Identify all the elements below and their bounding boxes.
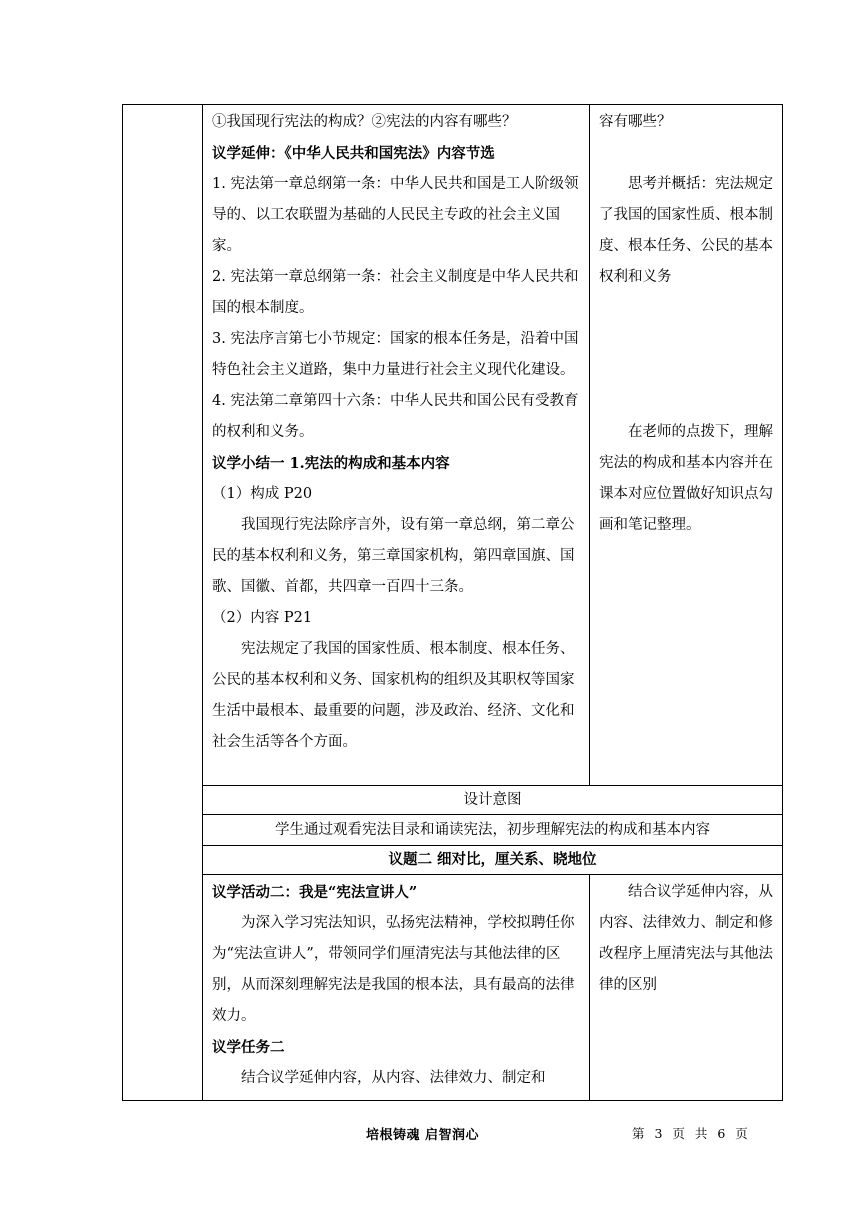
composition-text: 我国现行宪法除序言外，设有第一章总纲，第二章公民的基本权利和义务，第三章国家机构，第四章国旗、国歌、国徽、首都，共四章一百四十三条。 <box>212 517 575 595</box>
left-blank-column <box>123 105 203 1101</box>
design-intent-header: 设计意图 <box>203 786 783 815</box>
topic2-header-row <box>123 846 783 875</box>
design-intent-header-row <box>123 786 783 815</box>
upper-content-row <box>123 105 783 786</box>
topic2-content-row <box>123 875 783 1101</box>
extension-item-2: 2. 宪法第一章总纲第一条：社会主义制度是中华人民共和国的根本制度。 <box>212 269 579 316</box>
extension-title: 议学延伸：《中华人民共和国宪法》内容节选 <box>212 145 495 162</box>
topic2-side-text: 结合议学延伸内容，从内容、法律效力、制定和修改程序上厘清宪法与其他法律的区别 <box>599 884 773 993</box>
activity-text: 为深入学习宪法知识，弘扬宪法精神，学校拟聘任你为“宪法宣讲人”，带领同学们厘清宪法与其他法律的区别，从而深刻理解宪法是我国的根本法，具有最高的法律效力。 <box>212 915 575 1024</box>
footer-motto: 培根铸魂 启智润心 <box>366 1128 480 1143</box>
task-text: 结合议学延伸内容，从内容、法律效力、制定和 <box>241 1070 546 1086</box>
upper-main-cell <box>203 105 590 786</box>
side-paragraph-2: 在老师的点拨下，理解宪法的构成和基本内容并在课本对应位置做好知识点勾画和笔记整理。 <box>599 424 773 533</box>
side-line-1: 容有哪些？ <box>599 114 672 130</box>
composition-label: （1）构成 P20 <box>212 486 313 502</box>
page-number: 第 3 页 共 6 页 <box>632 1126 751 1141</box>
question-line: ①我国现行宪法的构成？②宪法的内容有哪些？ <box>212 114 517 130</box>
upper-side-cell <box>590 105 783 786</box>
topic2-side-cell <box>590 875 783 1101</box>
design-intent-text-row <box>123 815 783 846</box>
content-label: （2）内容 P21 <box>212 610 313 626</box>
design-intent-text: 学生通过观看宪法目录和诵读宪法，初步理解宪法的构成和基本内容 <box>203 815 783 846</box>
summary-title: 议学小结一 1.宪法的构成和基本内容 <box>212 455 450 472</box>
task-title: 议学任务二 <box>212 1039 285 1056</box>
topic2-header: 议题二 细对比，厘关系、晓地位 <box>203 846 783 875</box>
extension-item-1: 1. 宪法第一章总纲第一条：中华人民共和国是工人阶级领导的、以工农联盟为基础的人民民主专政的社会主义国家。 <box>212 176 579 254</box>
extension-item-4: 4. 宪法第二章第四十六条：中华人民共和国公民有受教育的权利和义务。 <box>212 393 579 440</box>
extension-item-3: 3. 宪法序言第七小节规定：国家的根本任务是，沿着中国特色社会主义道路，集中力量进行社会主义现代化建设。 <box>212 331 579 378</box>
lesson-plan-table <box>122 104 783 1101</box>
topic2-main-cell <box>203 875 590 1101</box>
content-text: 宪法规定了我国的国家性质、根本制度、根本任务、公民的基本权利和义务、国家机构的组织及其职权等国家生活中最根本、最重要的问题，涉及政治、经济、文化和社会生活等各个方面。 <box>212 641 575 750</box>
side-paragraph-1: 思考并概括：宪法规定了我国的国家性质、根本制度、根本任务、公民的基本权利和义务 <box>599 176 773 285</box>
activity-title: 议学活动二：我是“宪法宣讲人” <box>212 884 418 901</box>
